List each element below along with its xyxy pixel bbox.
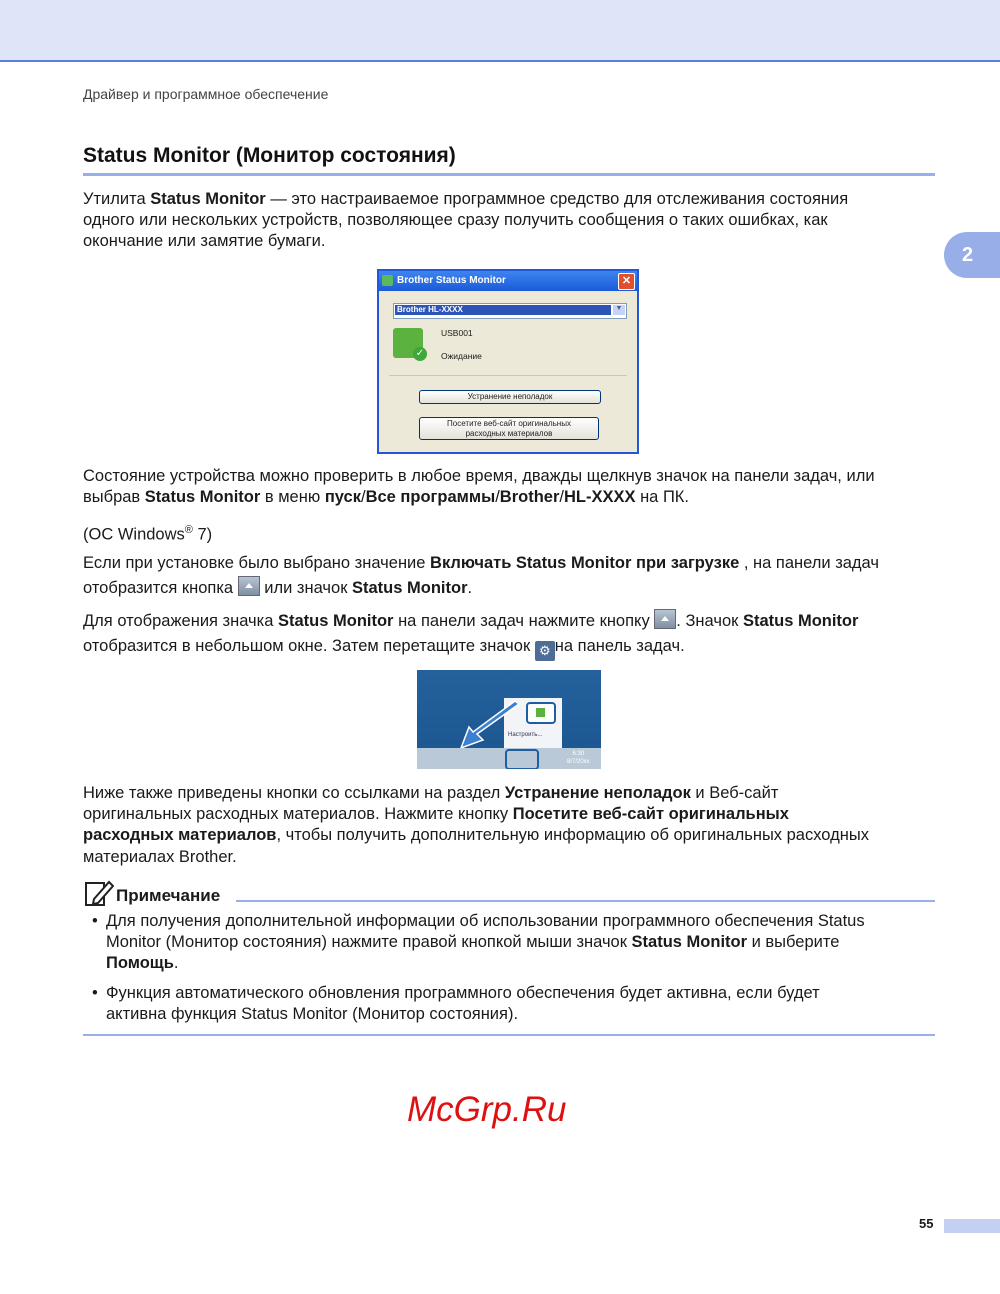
paragraph-access: Состояние устройства можно проверить в любое время, дважды щелкнув значок на панели задач, или выбрав Status Monitor в меню пуск/Все программы/Brother/HL-XXXX на ПК. [83, 467, 875, 507]
show-hidden-icons-button-icon [654, 609, 676, 629]
printer-select[interactable] [393, 303, 627, 319]
note-title: Примечание [116, 886, 221, 905]
app-icon [382, 275, 393, 286]
note-bottom-rule [83, 1034, 935, 1036]
dialog-titlebar [379, 271, 637, 291]
chapter-tab[interactable]: 2 [944, 232, 1000, 278]
watermark: McGrp.Ru [407, 1090, 567, 1129]
page-number: 55 [919, 1216, 934, 1231]
dialog-title: Brother Status Monitor [397, 275, 506, 286]
tray-highlight [526, 702, 556, 724]
note-item: Функция автоматического обновления программного обеспечения будет активна, если будет активна функция Status Monitor (Монитор состояния). [106, 984, 820, 1024]
footer-bar [944, 1219, 1000, 1233]
header-band [0, 0, 1000, 62]
paragraph-buttons: Ниже также приведены кнопки со ссылками на раздел Устранение неполадок и Веб-сайт оригинальных расходных материалов. Нажмите кнопку Посетите веб-сайт оригинальных расходных материалов, чтобы получить дополнительную информацию об оригинальных расходных материалах Brother. [83, 784, 869, 866]
status-monitor-dialog [377, 269, 639, 454]
status-label: Ожидание [441, 351, 482, 361]
intro-paragraph: Утилита Status Monitor — это настраиваемое программное средство для отслеживания состояния одного или нескольких устройств, позволяющее сразу получить сообщения о таких ошибках, как окончание или замятие бумаги. [83, 190, 849, 251]
status-monitor-icon: ⚙ [535, 641, 555, 661]
paragraph-taskbar: Для отображения значка Status Monitor на панели задач нажмите кнопку . Значок Status Monitor отобразится в небольшом окне. Затем перетащите значок ⚙ на панель задач. [83, 609, 943, 661]
note-rule [236, 900, 935, 902]
tray-button-highlight [505, 749, 539, 769]
printer-selected: Brother HL-XXXX [395, 305, 611, 315]
note-item: Для получения дополнительной информации об использовании программного обеспечения Status Monitor (Монитор состояния) нажмите правой кнопкой мыши значок Status Monitor и выберите Помощь. [106, 912, 865, 973]
customize-item[interactable]: Настроить... [508, 732, 543, 738]
close-icon[interactable]: ✕ [618, 273, 635, 290]
note-pencil-icon [84, 879, 114, 907]
divider [389, 375, 627, 376]
website-button[interactable]: Посетите веб-сайт оригинальных расходных материалов [419, 417, 599, 440]
taskbar [417, 748, 601, 769]
note-bullet: • [92, 984, 98, 1002]
paragraph-startup: Если при установке было выбрано значение Включать Status Monitor при загрузке , на панели задач отобразится кнопка или значок Status Monitor. [83, 554, 879, 597]
note-bullet: • [92, 912, 98, 930]
port-label: USB001 [441, 328, 473, 338]
check-icon: ✓ [413, 347, 427, 361]
page-title: Status Monitor (Монитор состояния) [83, 144, 456, 167]
breadcrumb: Драйвер и программное обеспечение [83, 86, 329, 102]
chevron-down-icon[interactable]: ▼ [613, 305, 625, 315]
drag-arrow-icon [457, 700, 527, 752]
taskbar-screenshot [417, 670, 601, 769]
tray-clock: 6:30 8/7/20xx [567, 751, 590, 765]
os-note: (ОС Windows® 7) [83, 524, 213, 544]
status-monitor-tray-icon [536, 708, 545, 717]
title-rule [83, 173, 935, 176]
troubleshoot-button[interactable]: Устранение неполадок [419, 390, 601, 404]
show-hidden-icons-button-icon [238, 576, 260, 596]
